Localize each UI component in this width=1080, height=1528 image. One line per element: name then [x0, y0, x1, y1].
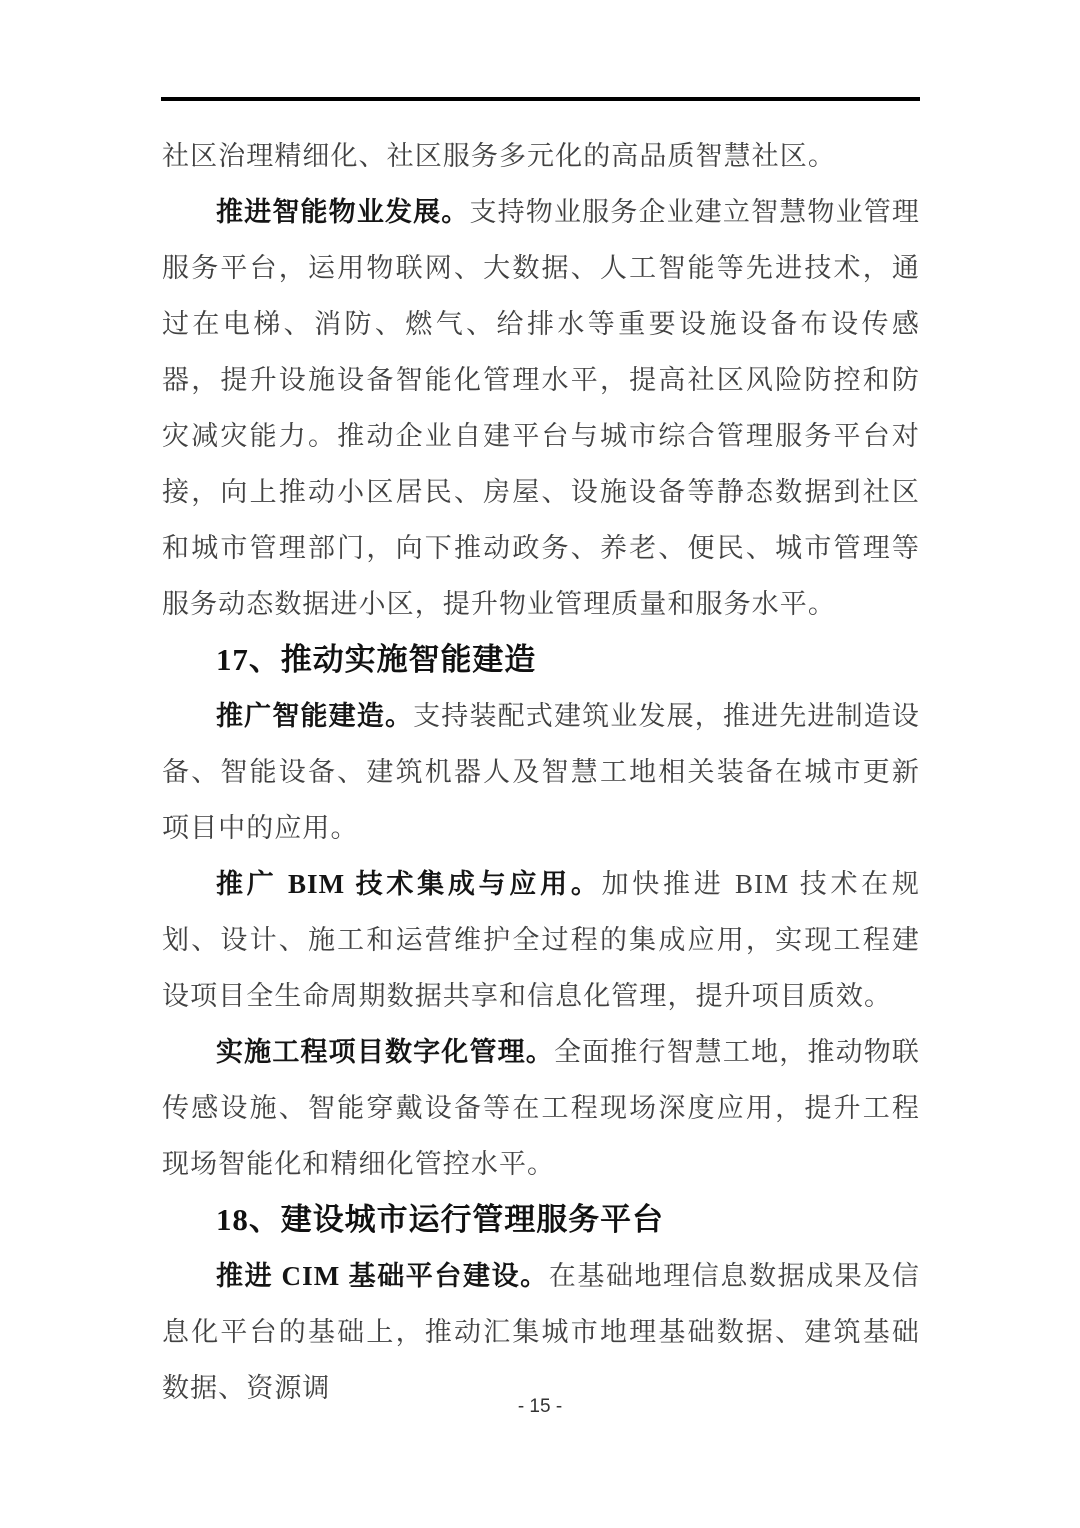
- header-rule: [161, 97, 920, 101]
- paragraph-lead: 推广智能建造。: [216, 701, 414, 731]
- page-footer: [0, 1396, 1080, 1418]
- paragraph-text: 支持物业服务企业建立智慧物业管理服务平台，运用物联网、大数据、人工智能等先进技术，通过在电梯、消防、燃气、给排水等重要设施设备布设传感器，提升设施设备智能化管理水平，提高社区风险防控和防灾减灾能力。推动企业自建平台与城市综合管理服务平台对接，向上推动小区居民、房屋、设施设备等静态数据到社区和城市管理部门，向下推动政务、养老、便民、城市管理等服务动态数据进小区，提升物业管理质量和服务水平。: [162, 197, 920, 619]
- section-heading-18: 18、建设城市运行管理服务平台: [216, 1202, 664, 1237]
- section-heading-17: 17、推动实施智能建造: [216, 642, 537, 677]
- paragraph-lead: 推进 CIM 基础平台建设。: [216, 1261, 549, 1291]
- paragraph-lead: 推广 BIM 技术集成与应用。: [216, 869, 602, 899]
- paragraph-text: 支持装配式建筑业发展，推进先进制造设备、智能设备、建筑机器人及智慧工地相关装备在城市更新项目中的应用。: [162, 701, 920, 843]
- paragraph-smart-construction: [162, 688, 920, 856]
- page-number: - 15 -: [517, 1396, 563, 1417]
- paragraph-bim: [162, 856, 920, 1024]
- paragraph-cim: [162, 1248, 920, 1416]
- paragraph-smart-property: [162, 184, 920, 632]
- paragraph-lead: 实施工程项目数字化管理。: [216, 1037, 554, 1067]
- paragraph-digital-management: [162, 1024, 920, 1192]
- paragraph-text: 在基础地理信息数据成果及信息化平台的基础上，推动汇集城市地理基础数据、建筑基础数据、资源调: [162, 1261, 920, 1403]
- paragraph-text: 全面推行智慧工地，推动物联传感设施、智能穿戴设备等在工程现场深度应用，提升工程现场智能化和精细化管控水平。: [162, 1037, 920, 1179]
- paragraph-continuation: 社区治理精细化、社区服务多元化的高品质智慧社区。: [162, 141, 836, 171]
- paragraph-lead: 推进智能物业发展。: [216, 197, 470, 227]
- document-content: [162, 128, 920, 1416]
- paragraph-text: 加快推进 BIM 技术在规划、设计、施工和运营维护全过程的集成应用，实现工程建设项目全生命周期数据共享和信息化管理，提升项目质效。: [162, 869, 921, 1011]
